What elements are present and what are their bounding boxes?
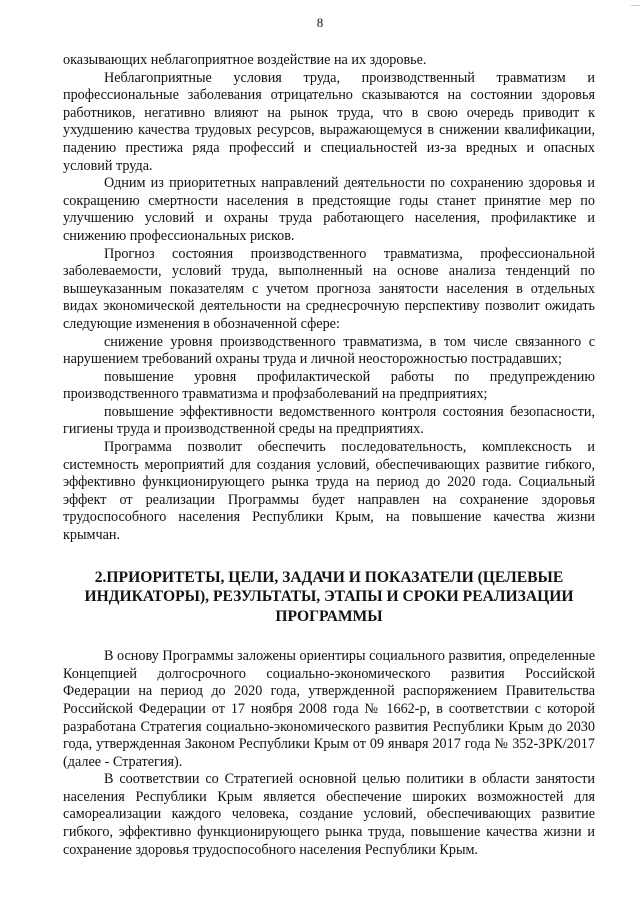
page-number: 8 (316, 15, 324, 30)
paragraph: В соответствии со Стратегией основной целью политики в области занятости населения Республики Крым является обеспечение широких возможностей для самореализации каждого человека, создание условий, обеспечивающих развитие гибкого, эффективно функционирующего рынка труда, повышение качества жизни и сохранение здоровья трудоспособного населения Республики Крым. (63, 771, 595, 858)
section-heading: 2.ПРИОРИТЕТЫ, ЦЕЛИ, ЗАДАЧИ И ПОКАЗАТЕЛИ (ЦЕЛЕВЫЕ ИНДИКАТОРЫ), РЕЗУЛЬТАТЫ, ЭТАПЫ И СРОКИ РЕАЛИЗАЦИИ ПРОГРАММЫ (84, 568, 574, 625)
paragraph: Программа позволит обеспечить последовательность, комплексность и системность мероприятий для создания условий, обеспечивающих развитие гибкого, эффективно функционирующего рынка труда на период до 2020 года. Социальный эффект от реализации Программы будет направлен на сохранение здоровья трудоспособного населения Республики Крым, на повышение качества жизни крымчан. (63, 439, 595, 544)
list-paragraph: повышение уровня профилактической работы по предупреждению производственного травматизма и профзаболеваний на предприятиях; (63, 368, 595, 403)
paragraph: В основу Программы заложены ориентиры социального развития, определенные Концепцией долгосрочного социально-экономического развития Российской Федерации на период до 2020 года, утвержденной распоряжением Правительства Российской Федерации от 17 ноября 2008 года № 1662-р, в соответствии с которой разработана Стратегия социально-экономического развития Республики Крым до 2030 года, утвержденная Законом Республики Крым от 09 января 2017 года № 352-ЗРК/2017 (далее - Стратегия). (63, 648, 595, 770)
list-paragraph: снижение уровня производственного травматизма, в том числе связанного с нарушением требований охраны труда и личной неосторожностью пострадавших; (63, 333, 595, 368)
paragraph: Одним из приоритетных направлений деятельности по сохранению здоровья и сокращению смертности населения в предстоящие годы станет принятие мер по улучшению условий и охраны труда работающего населения, профилактике и снижению профессиональных рисков. (63, 175, 595, 244)
paragraph: Прогноз состояния производственного травматизма, профессиональной заболеваемости, условий труда, выполненный на основе анализа тенденций по вышеуказанным показателям с учетом прогноза занятости населения в отдельных видах экономической деятельности на среднесрочную перспективу позволит ожидать следующие изменения в обозначенной сфере: (63, 245, 595, 332)
list-paragraph: повышение эффективности ведомственного контроля состояния безопасности, гигиены труда и производственной среды на предприятиях. (63, 403, 595, 438)
paragraph: Неблагоприятные условия труда, производственный травматизм и профессиональные заболевания отрицательно сказываются на состоянии здоровья работников, негативно влияют на рынок труда, что в свою очередь приводит к ухудшению качества трудовых ресурсов, выражающемуся в снижении квалификации, падению престижа ряда профессий и специальностей из-за вредных и опасных условий труда. (63, 69, 595, 174)
document-body (63, 52, 595, 859)
scan-corner-mark: — (631, 0, 640, 10)
paragraph: оказывающих неблагоприятное воздействие на их здоровье. (63, 52, 427, 68)
